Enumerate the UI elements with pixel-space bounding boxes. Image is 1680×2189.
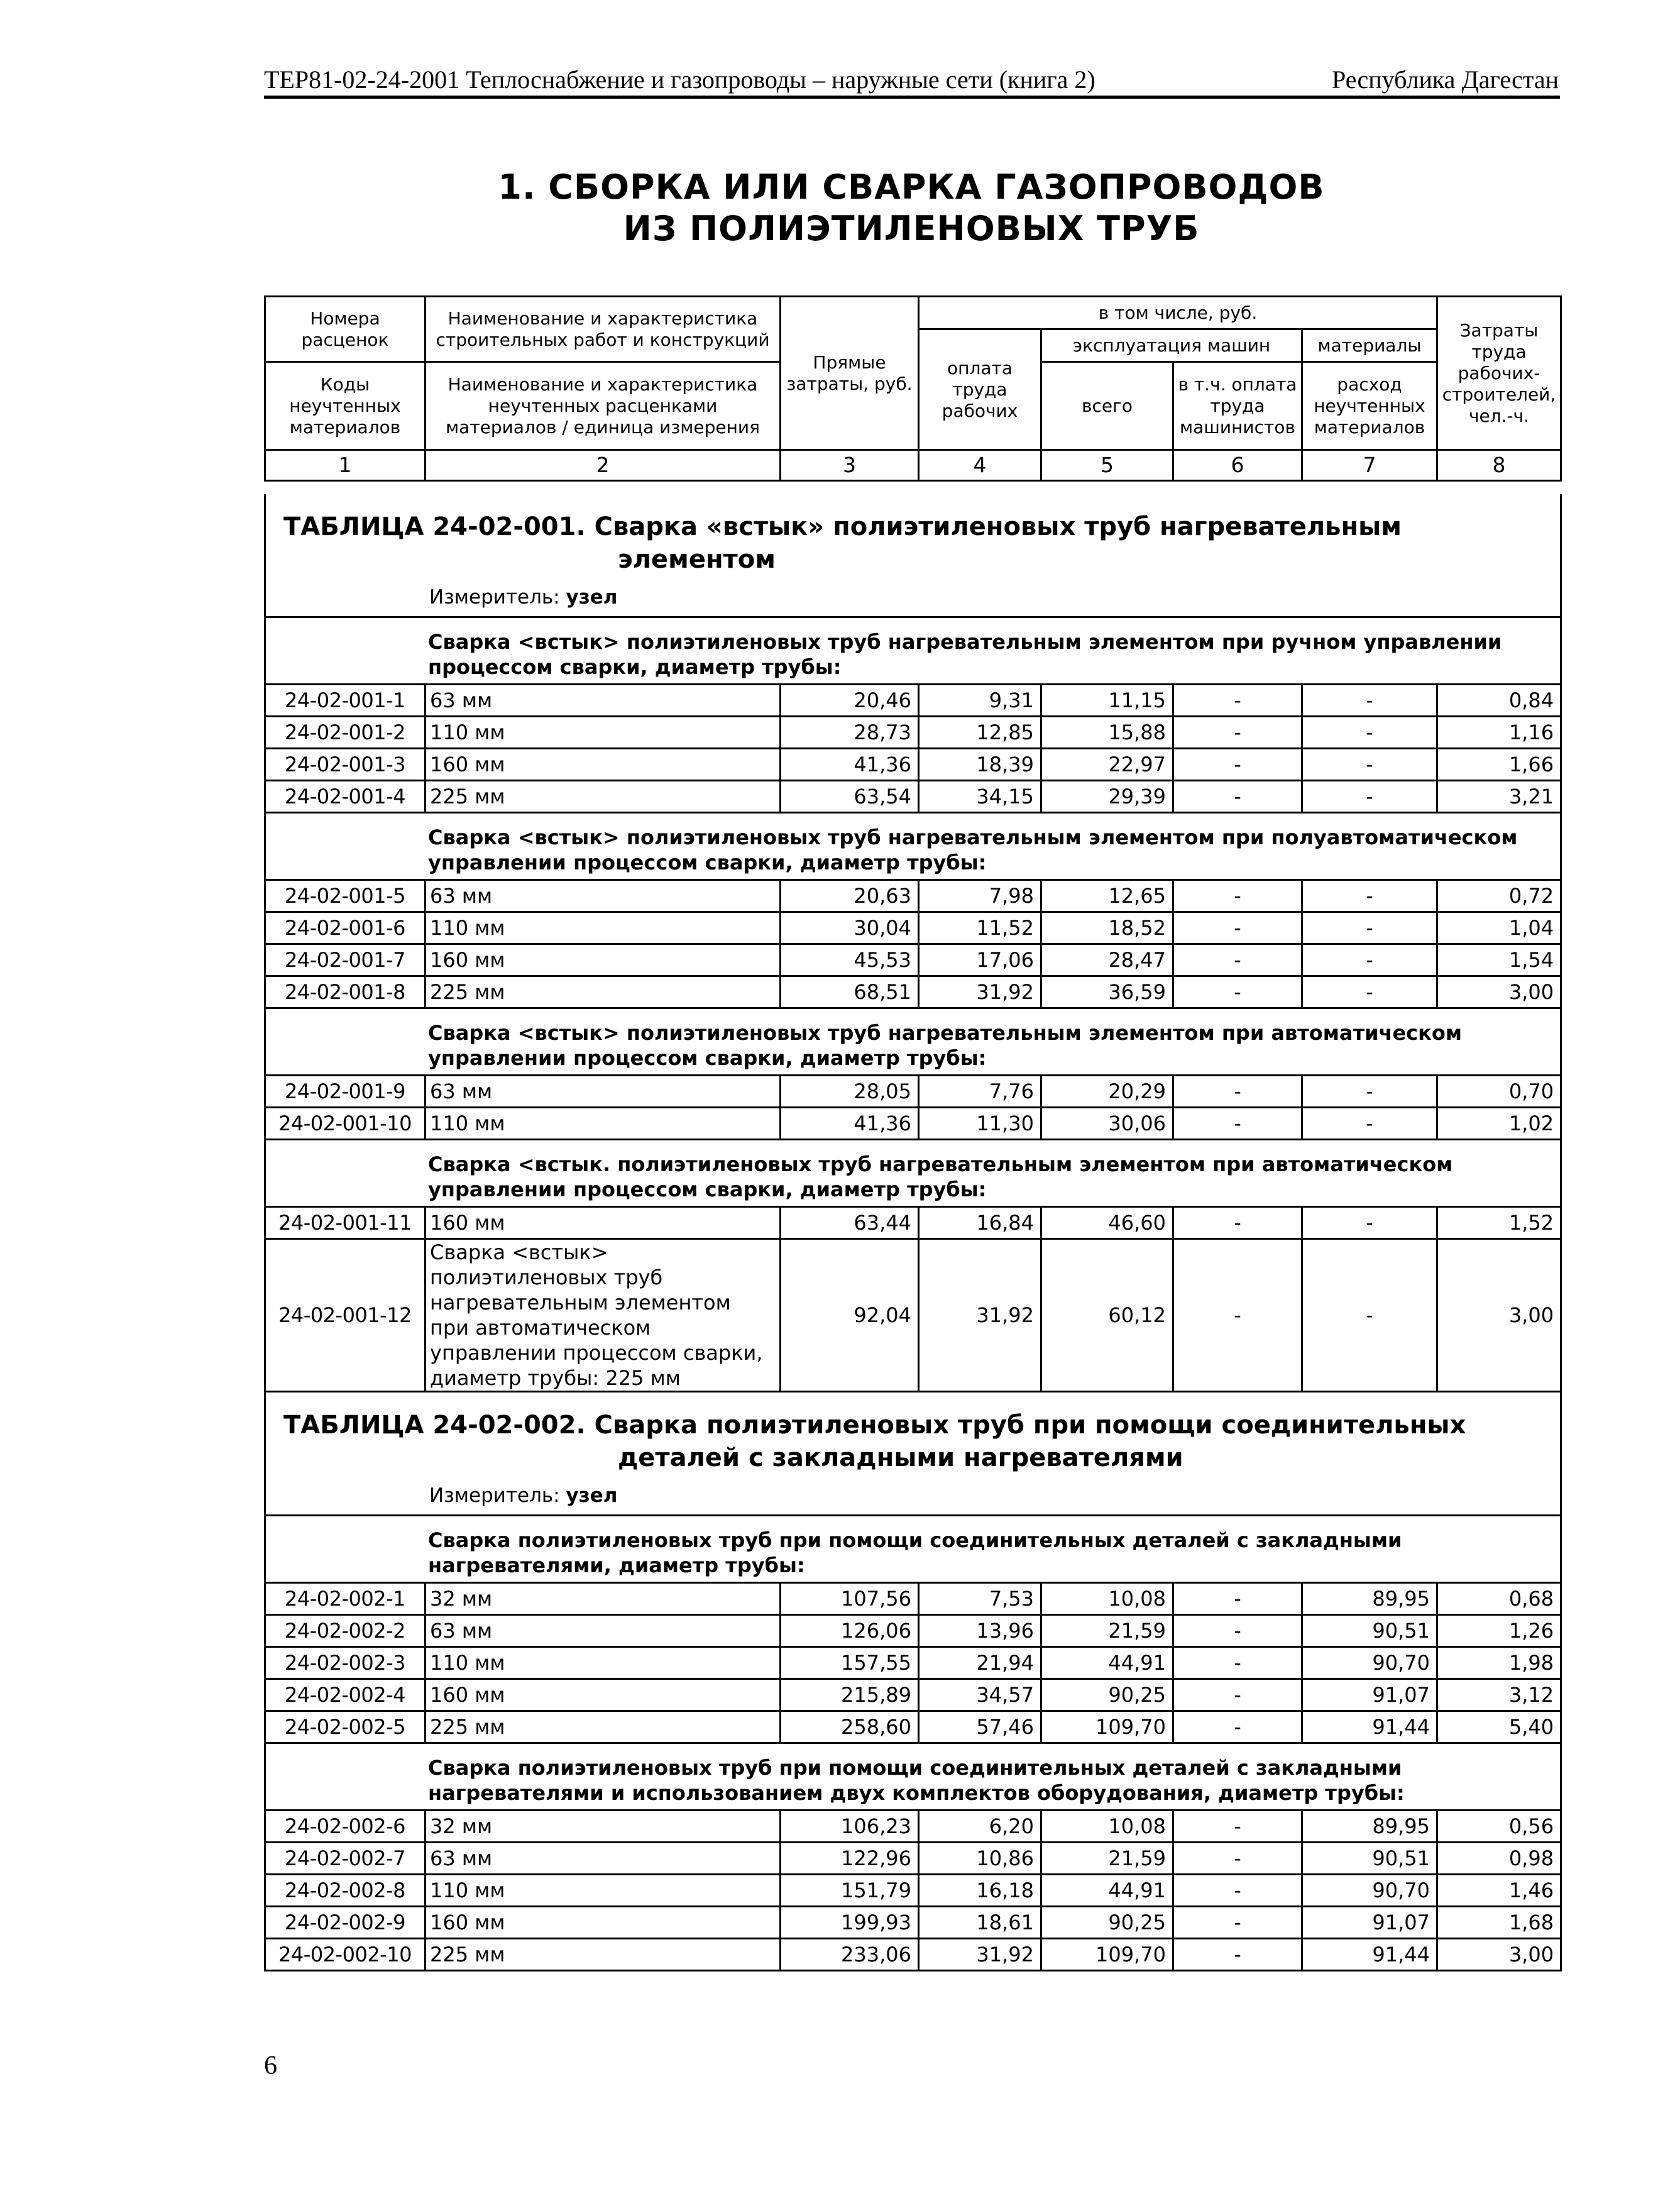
table-row [265, 1615, 1561, 1647]
unit-of-measure [266, 1474, 1560, 1514]
cell-work-name: 63 мм [425, 1615, 781, 1647]
cell-labor-hours: 0,84 [1437, 685, 1561, 717]
cell-labor-hours: 1,26 [1437, 1615, 1561, 1647]
col-header-operator-pay: в т.ч. оплата труда машинистов [1173, 362, 1302, 450]
cell-work-name: 225 мм [425, 1939, 781, 1971]
cell-operator-pay: - [1173, 1843, 1302, 1875]
cell-rate-code: 24-02-002-5 [265, 1711, 425, 1743]
cell-machine-total: 44,91 [1041, 1647, 1173, 1679]
col-header-material-name: Наименование и характеристика неучтенных расценками материалов / единица измерения [425, 362, 781, 450]
cell-operator-pay: - [1173, 944, 1302, 976]
cell-worker-pay: 16,84 [919, 1207, 1041, 1239]
cell-worker-pay: 7,76 [919, 1076, 1041, 1108]
cell-work-name: 160 мм [425, 749, 781, 781]
cell-operator-pay: - [1173, 1615, 1302, 1647]
table-title-line-1: Сварка «встык» полиэтиленовых труб нагревательным [594, 512, 1402, 541]
cell-operator-pay: - [1173, 1583, 1302, 1615]
cell-rate-code: 24-02-001-2 [265, 717, 425, 749]
cell-rate-code: 24-02-002-1 [265, 1583, 425, 1615]
cell-direct-costs: 122,96 [781, 1843, 919, 1875]
col-number-3: 3 [781, 450, 919, 481]
table-title-line-2: деталей с закладными нагревателями [618, 1443, 1183, 1472]
cell-worker-pay: 13,96 [919, 1615, 1041, 1647]
table-row [265, 976, 1561, 1008]
cell-machine-total: 36,59 [1041, 976, 1173, 1008]
col-header-machine-operation: эксплуатация машин [1041, 329, 1302, 362]
cell-worker-pay: 9,31 [919, 685, 1041, 717]
cell-rate-code: 24-02-001-5 [265, 880, 425, 912]
cell-material-usage: - [1302, 781, 1437, 813]
cell-operator-pay: - [1173, 749, 1302, 781]
col-number-7: 7 [1302, 450, 1437, 481]
cell-labor-hours: 1,52 [1437, 1207, 1561, 1239]
cell-machine-total: 18,52 [1041, 912, 1173, 944]
cell-worker-pay: 31,92 [919, 1939, 1041, 1971]
cell-direct-costs: 41,36 [781, 1108, 919, 1140]
cell-direct-costs: 28,73 [781, 717, 919, 749]
group-heading: Сварка <встык> полиэтиленовых труб нагревательным элементом при ручном управлении процессом сварки, диаметр трубы: [265, 617, 1561, 685]
cell-operator-pay: - [1173, 1207, 1302, 1239]
cell-labor-hours: 5,40 [1437, 1711, 1561, 1743]
col-header-material-codes: Коды неучтенных материалов [265, 362, 425, 450]
cell-work-name: 110 мм [425, 1647, 781, 1679]
column-header-table [264, 295, 1562, 482]
cell-work-name: 32 мм [425, 1583, 781, 1615]
cell-machine-total: 109,70 [1041, 1711, 1173, 1743]
col-number-1: 1 [265, 450, 425, 481]
cell-labor-hours: 1,98 [1437, 1647, 1561, 1679]
col-header-rate-numbers: Номера расценок [265, 297, 425, 362]
cell-labor-hours: 1,54 [1437, 944, 1561, 976]
cell-worker-pay: 31,92 [919, 976, 1041, 1008]
cell-operator-pay: - [1173, 1076, 1302, 1108]
unit-label: Измеритель: [429, 586, 560, 609]
cell-rate-code: 24-02-002-3 [265, 1647, 425, 1679]
cell-material-usage: - [1302, 685, 1437, 717]
table-title-cell [265, 494, 1561, 617]
table-title-line-2: элементом [618, 545, 776, 574]
cell-work-name: 63 мм [425, 1843, 781, 1875]
table-row [265, 880, 1561, 912]
cell-labor-hours: 1,68 [1437, 1907, 1561, 1939]
cell-direct-costs: 215,89 [781, 1679, 919, 1711]
cell-labor-hours: 1,46 [1437, 1875, 1561, 1907]
cell-labor-hours: 3,12 [1437, 1679, 1561, 1711]
col-number-2: 2 [425, 450, 781, 481]
cell-labor-hours: 0,68 [1437, 1583, 1561, 1615]
table-label: ТАБЛИЦА 24-02-001. [283, 512, 586, 541]
running-header [264, 55, 1559, 94]
cell-direct-costs: 20,63 [781, 880, 919, 912]
cell-labor-hours: 3,00 [1437, 1239, 1561, 1392]
table-row [265, 1076, 1561, 1108]
cell-direct-costs: 199,93 [781, 1907, 919, 1939]
cell-material-usage: 91,07 [1302, 1907, 1437, 1939]
cell-labor-hours: 1,66 [1437, 749, 1561, 781]
running-header-region: Республика Дагестан [1332, 65, 1559, 94]
cell-labor-hours: 0,98 [1437, 1843, 1561, 1875]
cell-rate-code: 24-02-002-4 [265, 1679, 425, 1711]
table-row [265, 1239, 1561, 1392]
table-title [266, 494, 1560, 576]
cell-machine-total: 21,59 [1041, 1843, 1173, 1875]
cell-material-usage: - [1302, 1207, 1437, 1239]
col-number-6: 6 [1173, 450, 1302, 481]
cell-direct-costs: 68,51 [781, 976, 919, 1008]
cell-direct-costs: 92,04 [781, 1239, 919, 1392]
cell-rate-code: 24-02-001-9 [265, 1076, 425, 1108]
cell-direct-costs: 107,56 [781, 1583, 919, 1615]
cell-machine-total: 22,97 [1041, 749, 1173, 781]
cell-material-usage: - [1302, 749, 1437, 781]
table-row [265, 1907, 1561, 1939]
cell-worker-pay: 11,30 [919, 1108, 1041, 1140]
cell-direct-costs: 30,04 [781, 912, 919, 944]
page-number: 6 [264, 2051, 277, 2080]
group-heading-row [265, 1008, 1561, 1076]
cell-material-usage: - [1302, 1076, 1437, 1108]
cell-work-name: 225 мм [425, 976, 781, 1008]
cell-material-usage: - [1302, 944, 1437, 976]
cell-material-usage: - [1302, 880, 1437, 912]
running-header-title: ТЕР81-02-24-2001 Теплоснабжение и газопроводы – наружные сети (книга 2) [264, 65, 1095, 94]
cell-work-name: 110 мм [425, 912, 781, 944]
cell-direct-costs: 28,05 [781, 1076, 919, 1108]
cell-direct-costs: 151,79 [781, 1875, 919, 1907]
table-title-row [265, 494, 1561, 617]
cell-direct-costs: 63,54 [781, 781, 919, 813]
cell-machine-total: 12,65 [1041, 880, 1173, 912]
table-row [265, 1207, 1561, 1239]
cell-worker-pay: 12,85 [919, 717, 1041, 749]
group-heading: Сварка <встык. полиэтиленовых труб нагревательным элементом при автоматическом управлении процессом сварки, диаметр трубы: [265, 1140, 1561, 1207]
cell-worker-pay: 16,18 [919, 1875, 1041, 1907]
group-heading-row [265, 813, 1561, 880]
cell-operator-pay: - [1173, 1108, 1302, 1140]
cell-worker-pay: 17,06 [919, 944, 1041, 976]
cell-machine-total: 44,91 [1041, 1875, 1173, 1907]
cell-worker-pay: 31,92 [919, 1239, 1041, 1392]
cell-rate-code: 24-02-002-7 [265, 1843, 425, 1875]
cell-worker-pay: 6,20 [919, 1811, 1041, 1843]
cell-machine-total: 30,06 [1041, 1108, 1173, 1140]
cell-labor-hours: 3,00 [1437, 1939, 1561, 1971]
cell-operator-pay: - [1173, 781, 1302, 813]
cell-direct-costs: 106,23 [781, 1811, 919, 1843]
group-heading-row [265, 1516, 1561, 1583]
cell-machine-total: 28,47 [1041, 944, 1173, 976]
col-header-including: в том числе, руб. [919, 297, 1437, 329]
cell-material-usage: 90,51 [1302, 1843, 1437, 1875]
cell-work-name: Сварка <встык> полиэтиленовых труб нагревательным элементом при автоматическом управлении процессом сварки, диаметр трубы: 225 мм [425, 1239, 781, 1392]
col-header-worker-pay: оплата труда рабочих [919, 329, 1041, 450]
cell-material-usage: 89,95 [1302, 1583, 1437, 1615]
col-header-direct-costs: Прямые затраты, руб. [781, 297, 919, 450]
cell-rate-code: 24-02-001-4 [265, 781, 425, 813]
cell-worker-pay: 10,86 [919, 1843, 1041, 1875]
cell-operator-pay: - [1173, 912, 1302, 944]
cell-direct-costs: 63,44 [781, 1207, 919, 1239]
cell-rate-code: 24-02-001-11 [265, 1207, 425, 1239]
cell-worker-pay: 18,39 [919, 749, 1041, 781]
table-row [265, 912, 1561, 944]
cell-direct-costs: 41,36 [781, 749, 919, 781]
cell-rate-code: 24-02-002-2 [265, 1615, 425, 1647]
cell-machine-total: 90,25 [1041, 1679, 1173, 1711]
group-heading-row [265, 1743, 1561, 1811]
section-title-line-2: ИЗ ПОЛИЭТИЛЕНОВЫХ ТРУБ [623, 209, 1200, 248]
col-header-materials: материалы [1302, 329, 1437, 362]
group-heading-row [265, 617, 1561, 685]
cell-machine-total: 46,60 [1041, 1207, 1173, 1239]
cell-worker-pay: 11,52 [919, 912, 1041, 944]
unit-value: узел [566, 1484, 618, 1507]
cell-work-name: 63 мм [425, 685, 781, 717]
cell-rate-code: 24-02-002-10 [265, 1939, 425, 1971]
group-heading: Сварка полиэтиленовых труб при помощи соединительных деталей с закладными нагревателями, диаметр трубы: [265, 1516, 1561, 1583]
table-row [265, 1711, 1561, 1743]
cell-work-name: 110 мм [425, 717, 781, 749]
section-title-line-1: 1. СБОРКА ИЛИ СВАРКА ГАЗОПРОВОДОВ [498, 167, 1325, 207]
cell-material-usage: - [1302, 912, 1437, 944]
table-row [265, 685, 1561, 717]
col-header-work-name: Наименование и характеристика строительных работ и конструкций [425, 297, 781, 362]
cell-operator-pay: - [1173, 976, 1302, 1008]
cell-work-name: 63 мм [425, 880, 781, 912]
cell-operator-pay: - [1173, 1711, 1302, 1743]
cell-work-name: 225 мм [425, 1711, 781, 1743]
col-header-labor-hours: Затраты труда рабочих-строителей, чел.-ч. [1437, 297, 1561, 450]
table-label: ТАБЛИЦА 24-02-002. [283, 1411, 586, 1440]
cell-operator-pay: - [1173, 1647, 1302, 1679]
cell-machine-total: 15,88 [1041, 717, 1173, 749]
cell-work-name: 32 мм [425, 1811, 781, 1843]
group-heading: Сварка полиэтиленовых труб при помощи соединительных деталей с закладными нагревателями и использованием двух комплектов оборудования, диаметр трубы: [265, 1743, 1561, 1811]
table-row [265, 717, 1561, 749]
cell-work-name: 160 мм [425, 1679, 781, 1711]
cell-operator-pay: - [1173, 1939, 1302, 1971]
cell-worker-pay: 34,57 [919, 1679, 1041, 1711]
cell-machine-total: 11,15 [1041, 685, 1173, 717]
rates-table [264, 494, 1562, 1971]
table-row [265, 1939, 1561, 1971]
table-row [265, 944, 1561, 976]
col-number-8: 8 [1437, 450, 1561, 481]
cell-worker-pay: 7,98 [919, 880, 1041, 912]
col-header-material-usage: расход неучтенных материалов [1302, 362, 1437, 450]
cell-material-usage: - [1302, 1108, 1437, 1140]
cell-operator-pay: - [1173, 1811, 1302, 1843]
group-heading: Сварка <встык> полиэтиленовых труб нагревательным элементом при автоматическом управлении процессом сварки, диаметр трубы: [265, 1008, 1561, 1076]
cell-machine-total: 10,08 [1041, 1811, 1173, 1843]
cell-rate-code: 24-02-002-6 [265, 1811, 425, 1843]
cell-worker-pay: 18,61 [919, 1907, 1041, 1939]
cell-rate-code: 24-02-002-8 [265, 1875, 425, 1907]
unit-label: Измеритель: [429, 1484, 560, 1507]
cell-machine-total: 109,70 [1041, 1939, 1173, 1971]
table-title-line-1: Сварка полиэтиленовых труб при помощи соединительных [594, 1411, 1466, 1440]
cell-rate-code: 24-02-001-1 [265, 685, 425, 717]
cell-work-name: 110 мм [425, 1108, 781, 1140]
cell-machine-total: 10,08 [1041, 1583, 1173, 1615]
cell-material-usage: 90,70 [1302, 1875, 1437, 1907]
table-title-row [265, 1392, 1561, 1516]
table-row [265, 749, 1561, 781]
cell-operator-pay: - [1173, 1679, 1302, 1711]
table-row [265, 1811, 1561, 1843]
cell-material-usage: - [1302, 1239, 1437, 1392]
cell-direct-costs: 258,60 [781, 1711, 919, 1743]
cell-labor-hours: 1,02 [1437, 1108, 1561, 1140]
cell-labor-hours: 3,21 [1437, 781, 1561, 813]
cell-rate-code: 24-02-001-6 [265, 912, 425, 944]
cell-labor-hours: 1,04 [1437, 912, 1561, 944]
table-row [265, 781, 1561, 813]
cell-operator-pay: - [1173, 1875, 1302, 1907]
cell-work-name: 225 мм [425, 781, 781, 813]
cell-worker-pay: 57,46 [919, 1711, 1041, 1743]
cell-work-name: 160 мм [425, 1207, 781, 1239]
cell-material-usage: 91,44 [1302, 1939, 1437, 1971]
cell-labor-hours: 0,70 [1437, 1076, 1561, 1108]
cell-operator-pay: - [1173, 1907, 1302, 1939]
cell-material-usage: 91,07 [1302, 1679, 1437, 1711]
cell-worker-pay: 21,94 [919, 1647, 1041, 1679]
cell-direct-costs: 126,06 [781, 1615, 919, 1647]
table-title [266, 1392, 1560, 1474]
cell-operator-pay: - [1173, 1239, 1302, 1392]
table-title-cell [265, 1392, 1561, 1516]
cell-work-name: 63 мм [425, 1076, 781, 1108]
cell-machine-total: 29,39 [1041, 781, 1173, 813]
cell-operator-pay: - [1173, 880, 1302, 912]
cell-rate-code: 24-02-002-9 [265, 1907, 425, 1939]
cell-labor-hours: 0,72 [1437, 880, 1561, 912]
cell-machine-total: 20,29 [1041, 1076, 1173, 1108]
table-row [265, 1679, 1561, 1711]
cell-labor-hours: 3,00 [1437, 976, 1561, 1008]
group-heading-row [265, 1140, 1561, 1207]
cell-rate-code: 24-02-001-7 [265, 944, 425, 976]
cell-material-usage: 91,44 [1302, 1711, 1437, 1743]
cell-rate-code: 24-02-001-10 [265, 1108, 425, 1140]
cell-material-usage: 90,70 [1302, 1647, 1437, 1679]
cell-work-name: 160 мм [425, 944, 781, 976]
cell-material-usage: 90,51 [1302, 1615, 1437, 1647]
cell-direct-costs: 157,55 [781, 1647, 919, 1679]
cell-work-name: 160 мм [425, 1907, 781, 1939]
cell-labor-hours: 0,56 [1437, 1811, 1561, 1843]
cell-material-usage: - [1302, 976, 1437, 1008]
unit-value: узел [566, 586, 618, 609]
cell-machine-total: 60,12 [1041, 1239, 1173, 1392]
cell-machine-total: 21,59 [1041, 1615, 1173, 1647]
cell-work-name: 110 мм [425, 1875, 781, 1907]
table-row [265, 1875, 1561, 1907]
section-title [264, 167, 1559, 250]
cell-worker-pay: 34,15 [919, 781, 1041, 813]
cell-worker-pay: 7,53 [919, 1583, 1041, 1615]
cell-direct-costs: 233,06 [781, 1939, 919, 1971]
cell-operator-pay: - [1173, 685, 1302, 717]
cell-operator-pay: - [1173, 717, 1302, 749]
table-row [265, 1647, 1561, 1679]
cell-labor-hours: 1,16 [1437, 717, 1561, 749]
cell-rate-code: 24-02-001-8 [265, 976, 425, 1008]
col-number-4: 4 [919, 450, 1041, 481]
cell-rate-code: 24-02-001-3 [265, 749, 425, 781]
unit-of-measure [266, 576, 1560, 616]
col-number-5: 5 [1041, 450, 1173, 481]
table-row [265, 1583, 1561, 1615]
cell-material-usage: - [1302, 717, 1437, 749]
table-row [265, 1843, 1561, 1875]
group-heading: Сварка <встык> полиэтиленовых труб нагревательным элементом при полуавтоматическом управлении процессом сварки, диаметр трубы: [265, 813, 1561, 880]
col-header-machine-total: всего [1041, 362, 1173, 450]
cell-material-usage: 89,95 [1302, 1811, 1437, 1843]
cell-rate-code: 24-02-001-12 [265, 1239, 425, 1392]
cell-machine-total: 90,25 [1041, 1907, 1173, 1939]
cell-direct-costs: 20,46 [781, 685, 919, 717]
header-rule [264, 96, 1560, 99]
cell-direct-costs: 45,53 [781, 944, 919, 976]
table-row [265, 1108, 1561, 1140]
